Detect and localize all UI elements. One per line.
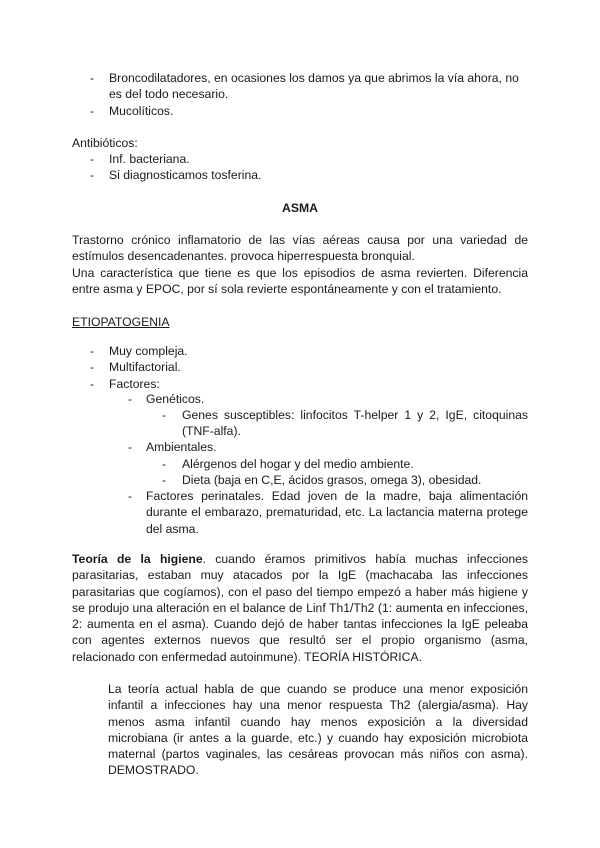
ambientales-sublist	[162, 456, 528, 489]
teoria-actual-paragraph: La teoría actual habla de que cuando se produce una menor exposición infantil a infecciones hay una menor respuesta Th2 (alergia/asma). Hay menos asma infantil cuando hay menos exposición a la diversidad microbiana (ir antes a la guarde, etc.) y cuando hay exposición microbiota maternal (partos vaginales, las cesáreas provocan más niños con asma). DEMOSTRADO.	[108, 682, 528, 778]
paragraph: Trastorno crónico inflamatorio de las vías aéreas causa por una variedad de estímulos desencadenantes. provoca hiperrespuesta bronquial.	[72, 233, 528, 264]
list-item: - Ambientales.	[128, 439, 528, 455]
list-item: - Genes susceptibles: linfocitos T-helper 1 y 2, IgE, citoquinas (TNF-alfa).	[162, 407, 528, 440]
section-title-asma: ASMA	[282, 201, 318, 215]
geneticos-sublist	[162, 407, 528, 440]
antibioticos-heading: Antibióticos:	[72, 136, 138, 150]
list-item: - Mucolíticos.	[90, 103, 530, 119]
list-item: - Alérgenos del hogar y del medio ambiente.	[162, 456, 528, 472]
list-item: - Factores:	[90, 376, 530, 392]
top-list	[90, 70, 530, 119]
list-item: - Genéticos.	[128, 391, 528, 407]
list-item: - Broncodilatadores, en ocasiones los damos ya que abrimos la vía ahora, no es del todo necesario.	[90, 70, 530, 103]
antibioticos-list	[90, 151, 530, 184]
ambientales-list	[128, 439, 528, 455]
etiopatogenia-list	[90, 343, 530, 392]
list-item: - Inf. bacteriana.	[90, 151, 530, 167]
higiene-label: Teoría de la higiene	[72, 552, 203, 566]
paragraph: Una característica que tiene es que los episodios de asma revierten. Diferencia entre asma y EPOC, por sí sola revierte espontáneamente y con el tratamiento.	[72, 265, 528, 296]
perinatales-list	[128, 488, 528, 537]
etiopatogenia-heading: ETIOPATOGENIA	[72, 315, 170, 329]
higiene-text: . cuando éramos primitivos había muchas infecciones parasitarias, estaban muy atacados por la IgE (machacaba las infecciones parasitarias que cogíamos), con el paso del tiempo empezó a haber más higiene y se produjo una alteración en el balance de Linf Th1/Th2 (1: aumenta en infecciones, 2: aumenta en el asma). Cuando dejó de haber tantas infecciones la IgE peleaba con agentes externos nuevos que resultó ser el propio organismo (asma, relacionado con enfermedad autoinmune). TEORÍA HISTÓRICA.	[72, 552, 528, 664]
list-item: - Si diagnosticamos tosferina.	[90, 167, 530, 183]
list-item: - Multifactorial.	[90, 359, 530, 375]
asma-intro	[72, 232, 528, 297]
list-item: - Muy compleja.	[90, 343, 530, 359]
list-item: - Dieta (baja en C,E, ácidos grasos, omega 3), obesidad.	[162, 472, 528, 488]
list-item: - Factores perinatales. Edad joven de la madre, baja alimentación durante el embarazo, prematuridad, etc. La lactancia materna protege del asma.	[128, 488, 528, 537]
geneticos-list	[128, 391, 528, 407]
higiene-paragraph	[72, 551, 528, 665]
